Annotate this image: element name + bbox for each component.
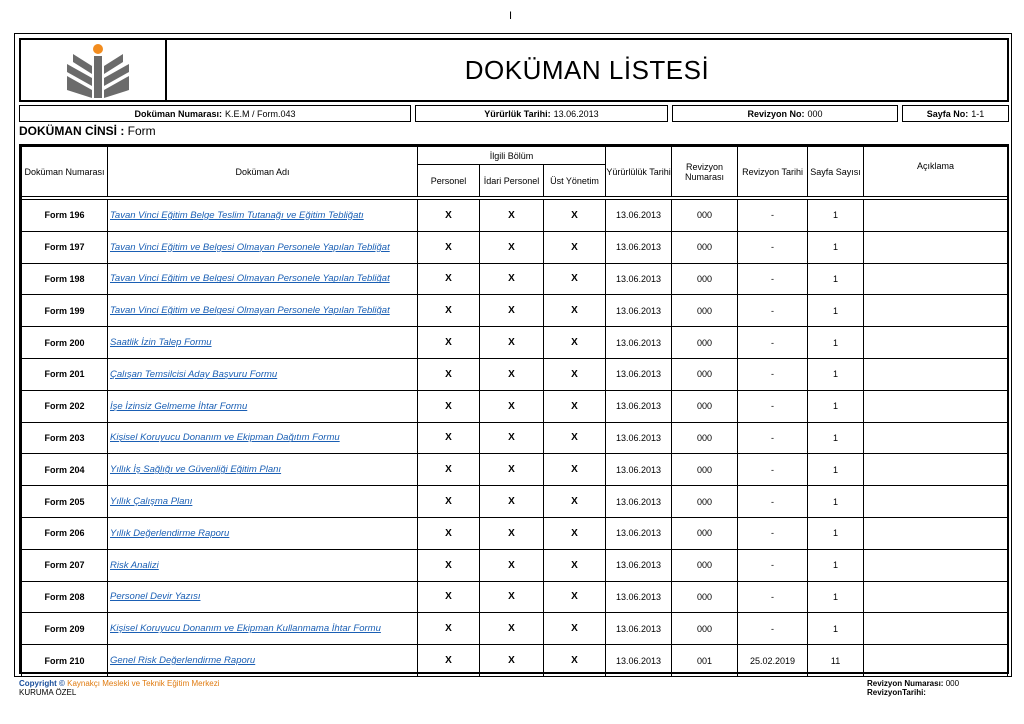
admin-personnel-mark: X (480, 581, 544, 613)
revision-date-cell: - (738, 517, 808, 549)
page-count-cell: 1 (808, 295, 864, 327)
organization-name: Kaynakçı Mesleki ve Teknik Eğitim Merkezi (67, 679, 220, 688)
page-count-cell: 1 (808, 549, 864, 581)
effective-date-cell (415, 105, 668, 122)
doc-number-cell: Form 202 (22, 390, 108, 422)
doc-name-link[interactable]: Yıllık İş Sağlığı ve Güvenliği Eğitim Planı (110, 464, 282, 476)
revision-number-cell: 000 (672, 231, 738, 263)
admin-personnel-mark: X (480, 486, 544, 518)
doc-name-link[interactable]: Yıllık Değerlendirme Raporu (110, 527, 230, 539)
table-row (22, 263, 1008, 295)
admin-personnel-mark: X (480, 645, 544, 677)
revision-date-cell: - (738, 327, 808, 359)
revision-date-cell: - (738, 549, 808, 581)
doc-name-link[interactable]: Genel Risk Değerlendirme Raporu (110, 655, 256, 667)
revision-label: Revizyon No: (747, 108, 805, 119)
admin-personnel-mark: X (480, 549, 544, 581)
page-count-cell: 1 (808, 517, 864, 549)
personnel-mark: X (418, 613, 480, 645)
effective-date-cell: 13.06.2013 (606, 645, 672, 677)
page-count-cell: 1 (808, 581, 864, 613)
doc-number-cell: Form 209 (22, 613, 108, 645)
revision-number-cell: 000 (672, 200, 738, 232)
doc-name-link[interactable]: Personel Devir Yazısı (110, 591, 201, 603)
revision-value: 000 (807, 108, 823, 119)
effective-date-cell: 13.06.2013 (606, 295, 672, 327)
doc-name-link[interactable]: Çalışan Temsilcisi Aday Başvuru Formu (110, 368, 278, 380)
admin-personnel-mark: X (480, 454, 544, 486)
table-body (22, 200, 1008, 677)
table-row (22, 200, 1008, 232)
notes-cell (864, 200, 1008, 232)
copyright-label: Copyright © (19, 679, 65, 688)
col-top-management: Üst Yönetim (544, 165, 606, 197)
doc-number-cell: Form 206 (22, 517, 108, 549)
col-doc-name: Doküman Adı (108, 147, 418, 197)
document-table (21, 146, 1008, 677)
effective-date-cell: 13.06.2013 (606, 231, 672, 263)
revision-number-cell: 000 (672, 581, 738, 613)
personnel-mark: X (418, 549, 480, 581)
personnel-mark: X (418, 358, 480, 390)
personnel-mark: X (418, 390, 480, 422)
doc-name-link[interactable]: Yıllık Çalışma Planı (110, 496, 193, 508)
notes-cell (864, 549, 1008, 581)
admin-personnel-mark: X (480, 263, 544, 295)
top-management-mark: X (544, 454, 606, 486)
col-page-count: Sayfa Sayısı (808, 147, 864, 197)
doc-number-cell: Form 210 (22, 645, 108, 677)
notes-cell (864, 422, 1008, 454)
copyright (19, 679, 1009, 688)
table-row (22, 613, 1008, 645)
page-count-cell: 1 (808, 263, 864, 295)
notes-cell (864, 327, 1008, 359)
doc-name-link[interactable]: İşe İzinsiz Gelmeme İhtar Formu (110, 400, 248, 412)
col-notes: Açıklama (864, 147, 1008, 197)
doc-name-link[interactable]: Kişisel Koruyucu Donanım ve Ekipman Kullanmama İhtar Formu (110, 623, 381, 635)
page-count-cell: 1 (808, 613, 864, 645)
revision-date-cell: - (738, 613, 808, 645)
document-title: DOKÜMAN LİSTESİ (464, 54, 710, 85)
effective-date-cell: 13.06.2013 (606, 454, 672, 486)
page-number-label: Sayfa No: (926, 108, 969, 119)
notes-cell (864, 613, 1008, 645)
table-row (22, 454, 1008, 486)
doc-name-cell (108, 549, 418, 581)
notes-cell (864, 581, 1008, 613)
effective-date-cell: 13.06.2013 (606, 422, 672, 454)
doc-number-cell: Form 208 (22, 581, 108, 613)
personnel-mark: X (418, 231, 480, 263)
header-box (19, 38, 1009, 102)
revision-cell (672, 105, 898, 122)
admin-personnel-mark: X (480, 422, 544, 454)
effective-date-cell: 13.06.2013 (606, 390, 672, 422)
revision-number-cell: 000 (672, 486, 738, 518)
personnel-mark: X (418, 200, 480, 232)
table-row (22, 549, 1008, 581)
effective-date-cell: 13.06.2013 (606, 327, 672, 359)
revision-number-cell: 000 (672, 613, 738, 645)
revision-number-cell: 001 (672, 645, 738, 677)
revision-date-cell: - (738, 358, 808, 390)
revision-date-cell: - (738, 390, 808, 422)
confidential-label: KURUMA ÖZEL (19, 688, 77, 697)
top-management-mark: X (544, 613, 606, 645)
personnel-mark: X (418, 422, 480, 454)
doc-number-cell: Form 205 (22, 486, 108, 518)
table-row (22, 517, 1008, 549)
top-management-mark: X (544, 422, 606, 454)
notes-cell (864, 486, 1008, 518)
notes-cell (864, 645, 1008, 677)
top-management-mark: X (544, 581, 606, 613)
revision-number-cell: 000 (672, 454, 738, 486)
table-row (22, 295, 1008, 327)
doc-name-cell (108, 645, 418, 677)
notes-cell (864, 263, 1008, 295)
doc-name-cell (108, 263, 418, 295)
doc-number-cell: Form 198 (22, 263, 108, 295)
personnel-mark: X (418, 263, 480, 295)
page-count-cell: 1 (808, 486, 864, 518)
effective-date-cell: 13.06.2013 (606, 200, 672, 232)
doc-type-label: DOKÜMAN CİNSİ : (19, 124, 125, 138)
admin-personnel-mark: X (480, 295, 544, 327)
effective-date-cell: 13.06.2013 (606, 517, 672, 549)
effective-date-label: Yürürlük Tarihi: (484, 108, 551, 119)
effective-date-cell: 13.06.2013 (606, 613, 672, 645)
doc-name-cell (108, 517, 418, 549)
page-count-cell: 11 (808, 645, 864, 677)
logo-icon (21, 40, 167, 100)
admin-personnel-mark: X (480, 517, 544, 549)
document-table-box (19, 144, 1009, 674)
notes-cell (864, 231, 1008, 263)
effective-date-value: 13.06.2013 (553, 108, 599, 119)
doc-name-cell (108, 295, 418, 327)
admin-personnel-mark: X (480, 390, 544, 422)
doc-number-cell: Form 196 (22, 200, 108, 232)
table-row (22, 327, 1008, 359)
personnel-mark: X (418, 517, 480, 549)
col-admin-personnel: İdari Personel (480, 165, 544, 197)
doc-name-cell (108, 486, 418, 518)
revision-number-cell: 000 (672, 517, 738, 549)
page-count-cell: 1 (808, 454, 864, 486)
doc-number-cell: Form 197 (22, 231, 108, 263)
revision-date-cell: 25.02.2019 (738, 645, 808, 677)
page-count-cell: 1 (808, 200, 864, 232)
revision-number-cell: 000 (672, 390, 738, 422)
document (19, 38, 1009, 674)
col-doc-number: Doküman Numarası (22, 147, 108, 197)
top-management-mark: X (544, 263, 606, 295)
table-row (22, 645, 1008, 677)
notes-cell (864, 358, 1008, 390)
notes-cell (864, 295, 1008, 327)
doc-type (19, 124, 156, 138)
revision-number-cell: 000 (672, 358, 738, 390)
table-row (22, 390, 1008, 422)
revision-number-cell: 000 (672, 295, 738, 327)
admin-personnel-mark: X (480, 358, 544, 390)
doc-name-cell (108, 231, 418, 263)
effective-date-cell: 13.06.2013 (606, 486, 672, 518)
notes-cell (864, 454, 1008, 486)
doc-name-cell (108, 358, 418, 390)
doc-type-value: Form (127, 124, 156, 138)
effective-date-cell: 13.06.2013 (606, 549, 672, 581)
logo (21, 40, 167, 100)
personnel-mark: X (418, 486, 480, 518)
doc-name-cell (108, 613, 418, 645)
doc-name-link[interactable]: Saatlik İzin Talep Formu (110, 337, 212, 349)
col-revision-number: Revizyon Numarası (672, 147, 738, 197)
top-management-mark: X (544, 200, 606, 232)
doc-name-cell (108, 581, 418, 613)
table-row (22, 486, 1008, 518)
admin-personnel-mark: X (480, 231, 544, 263)
revision-date-cell: - (738, 295, 808, 327)
revision-date-cell: - (738, 422, 808, 454)
top-management-mark: X (544, 327, 606, 359)
top-management-mark: X (544, 517, 606, 549)
col-related-dept: İlgili Bölüm (418, 147, 606, 165)
notes-cell (864, 517, 1008, 549)
doc-number-cell: Form 200 (22, 327, 108, 359)
doc-name-cell (108, 327, 418, 359)
revision-number-cell: 000 (672, 422, 738, 454)
doc-number-cell: Form 203 (22, 422, 108, 454)
top-management-mark: X (544, 549, 606, 581)
doc-number-cell: Form 207 (22, 549, 108, 581)
table-row (22, 231, 1008, 263)
footer-rev-date-label: RevizyonTarihi: (867, 688, 926, 697)
revision-date-cell: - (738, 231, 808, 263)
admin-personnel-mark: X (480, 327, 544, 359)
personnel-mark: X (418, 327, 480, 359)
revision-number-cell: 000 (672, 549, 738, 581)
revision-date-cell: - (738, 486, 808, 518)
footer-rev-number-label: Revizyon Numarası: (867, 679, 944, 688)
page-count-cell: 1 (808, 358, 864, 390)
admin-personnel-mark: X (480, 200, 544, 232)
doc-name-link[interactable]: Tavan Vinci Eğitim ve Belgesi Olmayan Personele Yapılan Tebliğat (110, 241, 390, 253)
top-management-mark: X (544, 390, 606, 422)
top-management-mark: X (544, 645, 606, 677)
footer-rev-number: 000 (945, 679, 960, 688)
revision-date-cell: - (738, 581, 808, 613)
revision-date-cell: - (738, 200, 808, 232)
personnel-mark: X (418, 295, 480, 327)
personnel-mark: X (418, 581, 480, 613)
doc-name-link[interactable]: Risk Analizi (110, 559, 159, 571)
doc-number-value: K.E.M / Form.043 (225, 108, 296, 119)
table-row (22, 358, 1008, 390)
doc-number-label: Doküman Numarası: (134, 108, 222, 119)
personnel-mark: X (418, 645, 480, 677)
page-number-value: 1-1 (971, 108, 985, 119)
footer-revision (867, 679, 959, 697)
col-effective-date: Yürürlülük Tarihi (606, 147, 672, 197)
table-row (22, 422, 1008, 454)
doc-number-cell: Form 199 (22, 295, 108, 327)
revision-date-cell: - (738, 263, 808, 295)
top-management-mark: X (544, 358, 606, 390)
doc-number-cell: Form 201 (22, 358, 108, 390)
page-count-cell: 1 (808, 390, 864, 422)
effective-date-cell: 13.06.2013 (606, 581, 672, 613)
effective-date-cell: 13.06.2013 (606, 358, 672, 390)
page-count-cell: 1 (808, 327, 864, 359)
col-personnel: Personel (418, 165, 480, 197)
doc-name-cell (108, 454, 418, 486)
doc-number-cell (19, 105, 411, 122)
doc-name-cell (108, 200, 418, 232)
doc-number-cell: Form 204 (22, 454, 108, 486)
footer (19, 679, 1009, 697)
personnel-mark: X (418, 454, 480, 486)
page-count-cell: 1 (808, 422, 864, 454)
top-management-mark: X (544, 231, 606, 263)
revision-number-cell: 000 (672, 263, 738, 295)
doc-name-link[interactable]: Tavan Vinci Eğitim Belge Teslim Tutanağı ve Eğitim Tebliğatı (110, 209, 364, 221)
page-number-cell (902, 105, 1009, 122)
doc-name-cell (108, 422, 418, 454)
info-row (19, 105, 1009, 122)
doc-name-link[interactable]: Tavan Vinci Eğitim ve Belgesi Olmayan Personele Yapılan Tebliğat (110, 305, 390, 317)
doc-name-cell (108, 390, 418, 422)
page-mark: I (509, 10, 513, 22)
doc-name-link[interactable]: Tavan Vinci Eğitim ve Belgesi Olmayan Personele Yapılan Tebliğat (110, 273, 390, 285)
effective-date-cell: 13.06.2013 (606, 263, 672, 295)
top-management-mark: X (544, 486, 606, 518)
revision-number-cell: 000 (672, 327, 738, 359)
notes-cell (864, 390, 1008, 422)
revision-date-cell: - (738, 454, 808, 486)
col-revision-date: Revizyon Tarihi (738, 147, 808, 197)
doc-name-link[interactable]: Kişisel Koruyucu Donanım ve Ekipman Dağıtım Formu (110, 432, 340, 444)
table-row (22, 581, 1008, 613)
top-management-mark: X (544, 295, 606, 327)
page-count-cell: 1 (808, 231, 864, 263)
admin-personnel-mark: X (480, 613, 544, 645)
